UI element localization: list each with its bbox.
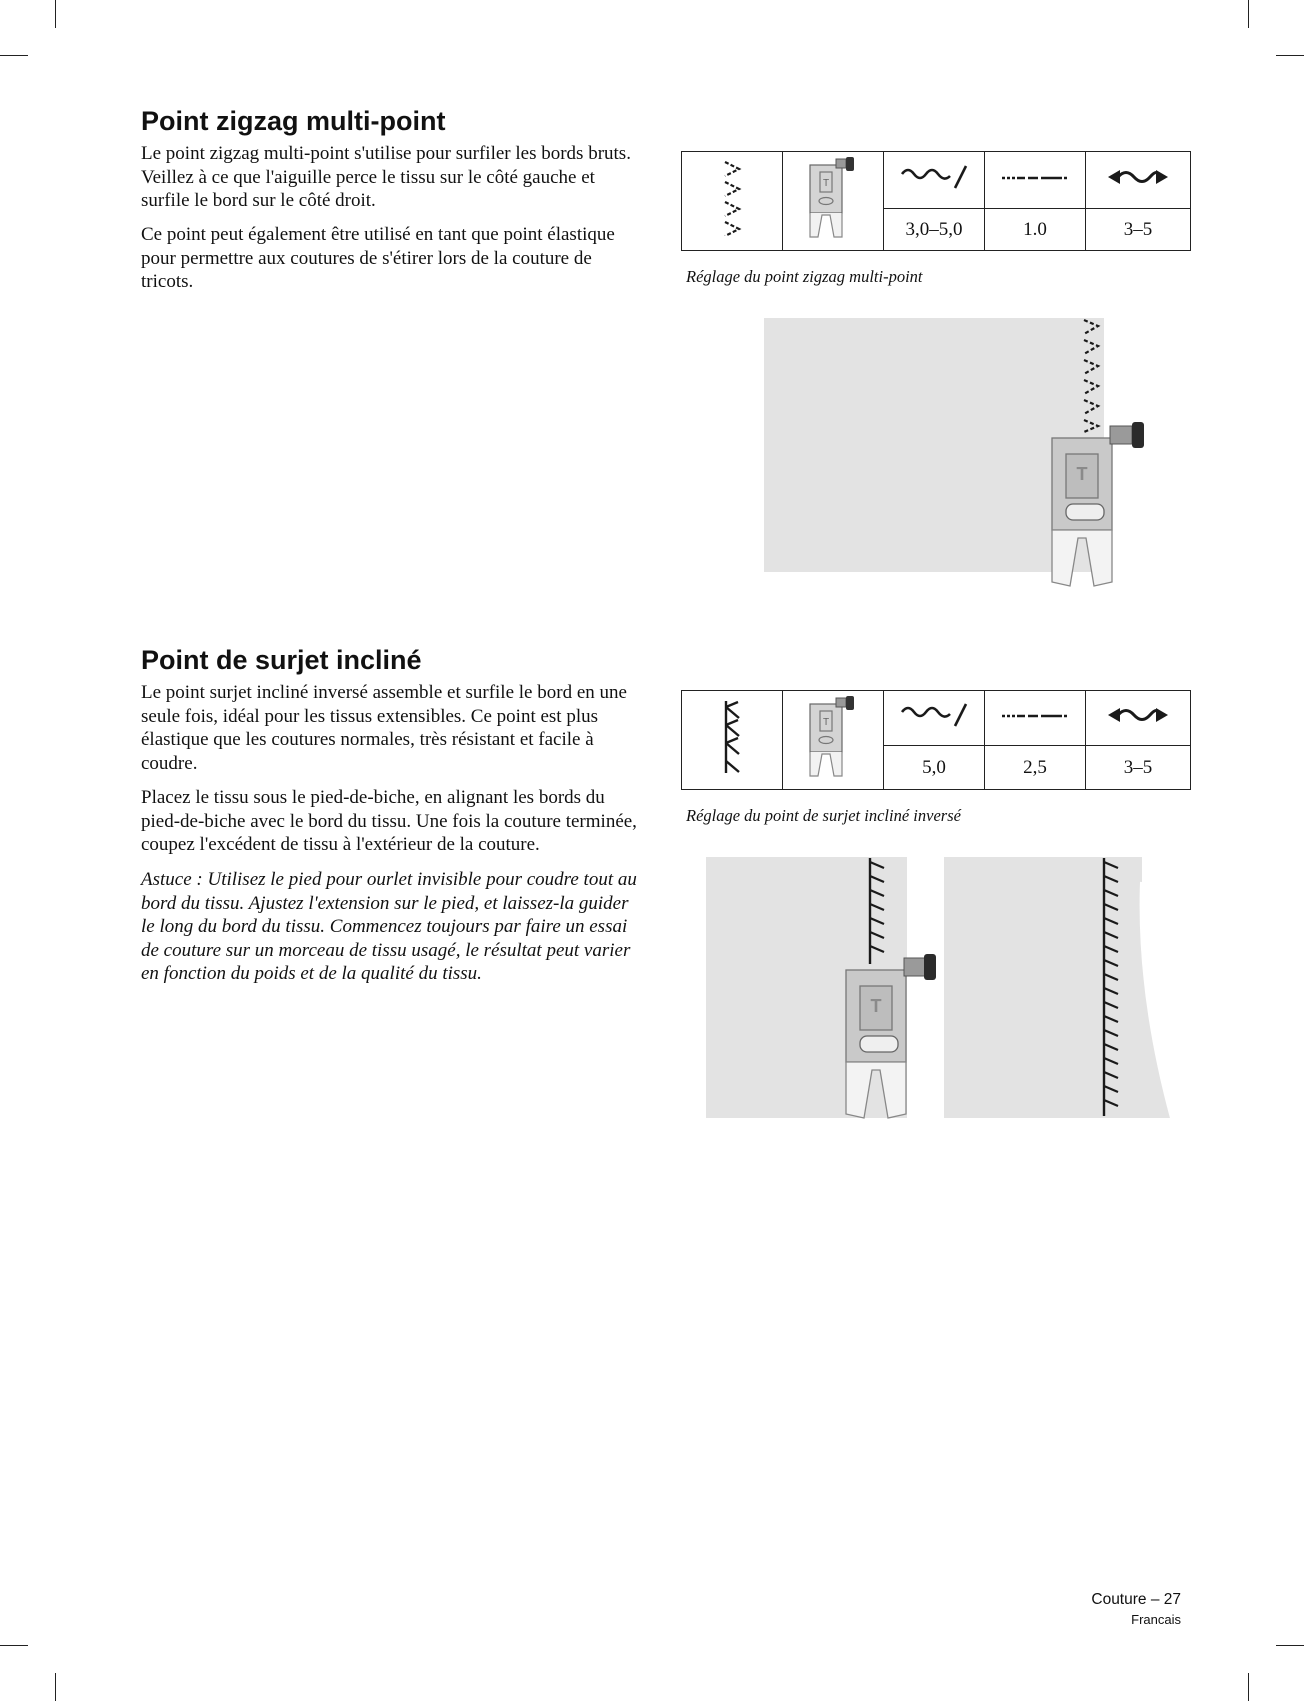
svg-text:T: T (1076, 464, 1088, 484)
section-paragraph: Ce point peut également être utilisé en tant que point élastique pour permettre aux coutures de s'étirer lors de la couture de tricots. (141, 224, 615, 292)
figure-caption: Réglage du point de surjet incliné inversé (686, 806, 961, 825)
overlock-stitch-illustration (700, 852, 1180, 1122)
tension-icon-cell (1086, 152, 1191, 209)
crop-mark (55, 1673, 56, 1701)
stitch-width-value: 5,0 (884, 746, 985, 790)
section-paragraph: Le point surjet incliné inversé assemble et surfile le bord en une seule fois, idéal pour les tissus extensibles. Ce point est plus élastique que les coutures normales, très résistant et facile à coudre. (141, 682, 627, 774)
crop-mark (0, 1645, 28, 1646)
crop-mark (0, 55, 28, 56)
stitch-width-value: 3,0–5,0 (884, 209, 985, 251)
thread-tension-icon (1106, 166, 1170, 188)
tension-icon-cell (1086, 691, 1191, 746)
tip-paragraph: Astuce : Utilisez le pied pour ourlet invisible pour coudre tout au bord du tissu. Ajustez l'extension sur le pied, et laissez-la guider le long du bord du tissu. Commencez toujours par faire un essai de couture sur un morceau de tissu usagé, le résultat peut varier en fonction du poids et de la qualité du tissu. (141, 869, 637, 984)
section-paragraph: Placez le tissu sous le pied-de-biche, en alignant les bords du pied-de-biche avec le bord du tissu. Une fois la couture terminée, coupez l'excédent de tissu à l'extérieur de la couture. (141, 787, 637, 855)
stitch-length-icon (1000, 171, 1070, 185)
svg-text:T: T (870, 996, 882, 1016)
stitch-width-icon (899, 164, 969, 190)
presser-foot-icon (803, 155, 863, 241)
stitch-settings-table (681, 151, 1191, 251)
length-icon-cell (985, 152, 1086, 209)
presser-foot-icon (803, 694, 863, 780)
crop-mark (1276, 1645, 1304, 1646)
stitch-length-value: 1.0 (985, 209, 1086, 251)
stitch-width-icon (899, 702, 969, 728)
stitch-pattern-cell (682, 691, 783, 790)
crop-mark (55, 0, 56, 28)
length-icon-cell (985, 691, 1086, 746)
stitch-settings-table (681, 690, 1191, 790)
crop-mark (1248, 1673, 1249, 1701)
zigzag-multi-stitch-icon (717, 160, 747, 236)
thread-tension-value: 3–5 (1086, 209, 1191, 251)
crop-mark (1248, 0, 1249, 28)
thread-tension-icon (1106, 704, 1170, 726)
crop-mark (1276, 55, 1304, 56)
stitch-length-value: 2,5 (985, 746, 1086, 790)
page-footer-language: Francais (1131, 1612, 1181, 1627)
stitch-pattern-cell (682, 152, 783, 251)
presser-foot-cell (783, 152, 884, 251)
width-icon-cell (884, 691, 985, 746)
section-paragraph: Le point zigzag multi-point s'utilise pour surfiler les bords bruts. Veillez à ce que l'aiguille perce le tissu sur le côté gauche et surfile le bord sur le côté droit. (141, 143, 631, 211)
zigzag-stitch-illustration (760, 314, 1160, 589)
presser-foot-cell (783, 691, 884, 790)
thread-tension-value: 3–5 (1086, 746, 1191, 790)
stitch-length-icon (1000, 709, 1070, 723)
section-title: Point de surjet incliné (141, 645, 422, 675)
page-footer-title: Couture – 27 (1091, 1591, 1181, 1608)
svg-text:T: T (822, 178, 830, 189)
overlock-stitch-icon (717, 699, 747, 775)
svg-text:T: T (822, 717, 830, 728)
figure-caption: Réglage du point zigzag multi-point (686, 267, 923, 286)
width-icon-cell (884, 152, 985, 209)
section-title: Point zigzag multi-point (141, 106, 446, 136)
